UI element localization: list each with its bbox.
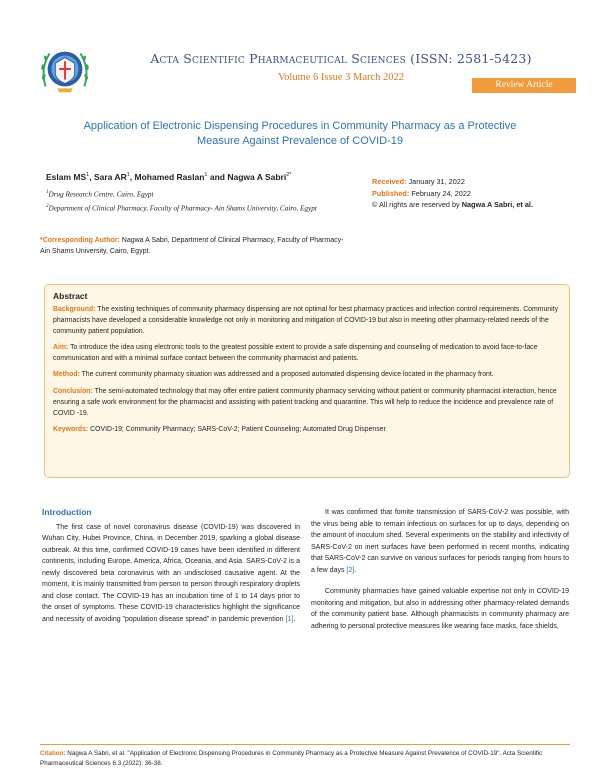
citation-label: Citation: (40, 750, 66, 757)
abstract-keywords (53, 424, 561, 435)
author-separator: and (207, 172, 228, 182)
copyright-text: © All rights are reserved by (372, 200, 462, 210)
reference-link[interactable]: [1] (285, 615, 294, 623)
published-label: Published: (372, 188, 410, 198)
keywords-text: COVID-19; Community Pharmacy; SARS-CoV-2; Patient Counseling; Automated Drug Dispenser (88, 425, 386, 433)
footer-divider (40, 744, 570, 745)
author-affiliation-mark: 1 (86, 172, 90, 179)
paragraph-text: It was confirmed that fomite transmission of SARS-CoV-2 was possible, with the virus being able to remain infectious on surfaces for up to days, depending on the amount of inoculum shed. Several experiments on the stability and infectivity of SARS-CoV-2 on inert surfaces have been performed in recent months, indicating that SARS-CoV-2 can survive on various surfaces for periods ranging from hours to a few days (311, 509, 569, 574)
article-type-badge: Review Article (472, 78, 576, 93)
aim-text: To introduce the idea using electronic tools to the greatest possible extent to provide a safe dispensing and counseling of medication to avoid face-to-face communication and with a minimal surface contact between the community pharmacist and patients. (53, 344, 538, 363)
publication-dates (372, 176, 568, 211)
affiliation-text: Department of Clinical Pharmacy, Faculty of Pharmacy- Ain Shams University, Cairo, Egypt (48, 204, 317, 213)
body-paragraph: It was confirmed that fomite transmission of SARS-CoV-2 was possible, with the virus being able to remain infectious on surfaces for up to days, depending on the amount of inoculum shed. Several experiments on the stability and infectivity of SARS-CoV-2 on inert surfaces have been performed in recent months, indicating that SARS-CoV-2 can survive on various surfaces for periods ranging from hours to a few days [2]. (311, 509, 569, 574)
article-title-line-2: Measure Against Prevalence of COVID-19 (196, 135, 404, 147)
author-list (46, 172, 291, 182)
received-value: January 31, 2022 (406, 177, 465, 186)
method-text: The current community pharmacy situation was addressed and a proposed automated dispensing device located in the pharmacy front. (79, 371, 494, 379)
author-affiliation-mark: 2* (286, 172, 292, 179)
introduction-heading: Introduction (42, 507, 92, 517)
abstract-background (53, 304, 561, 337)
affiliation-item (46, 187, 346, 201)
aim-label: Aim: (53, 344, 69, 352)
background-label: Background: (53, 306, 96, 313)
citation-footer (40, 749, 570, 769)
body-paragraph: The first case of novel coronavirus disease (COVID-19) was discovered in Wuhan City, Hubei Province, China, in December 2019, sparking a global disease outbreak. At this time, confirmed COVID-19 cases have been identified in different continents, including Europe, America, Africa, Oceania, and Asia. SARS-CoV-2 is a newly discovered beta coronavirus with an undisclosed causative agent. At the moment, it is mainly transmitted from person to person through respiratory droplets and close contact. The COVID-19 has an incubation time of 1 to 14 days prior to the onset of symptoms. These COVID-19 characteristics highlight the significance and necessity of avoiding "population disease spread" in pandemic prevention [1]. (42, 523, 300, 623)
paragraph-text: The first case of novel coronavirus disease (COVID-19) was discovered in Wuhan City, Hubei Province, China, in December 2019, sparking a global disease outbreak. At this time, confirmed COVID-19 cases have been identified in different continents, including Europe, America, Africa, Oceania, and Asia. SARS-CoV-2 is a newly discovered beta coronavirus with an undisclosed causative agent. At the moment, it is mainly transmitted from person to person through respiratory droplets and close contact. The COVID-19 has an incubation time of 1 to 14 days prior to the onset of symptoms. These COVID-19 characteristics highlight the significance and necessity of avoiding "population disease spread" in pandemic prevention (42, 523, 300, 623)
keywords-label: Keywords: (53, 425, 89, 433)
background-text: The existing techniques of community pharmacy dispensing are not optimal for best pharmacy practices and infection control requirements. Community pharmacists have developed a considerable knowledge not only in monitoring and mitigation of COVID-19 but also in meeting other pharmacy-related needs of the community patient population. (53, 306, 559, 336)
published-value: February 24, 2022 (409, 188, 471, 198)
body-paragraph: Community pharmacies have gained valuable expertise not only in COVID-19 monitoring and mitigation, but also in addressing other pharmacy-related demands of the community patient base. Although pharmacists in community pharmacy are adhering to personal protective measures like wearing face masks, face shields, (311, 588, 569, 630)
corresponding-author-text: Nagwa A Sabri, Department of Clinical Pharmacy, Faculty of Pharmacy- Ain Shams University, Cairo, Egypt. (40, 237, 344, 256)
body-column-right (311, 507, 569, 642)
author-name: Sara AR (93, 172, 127, 182)
author-name: Nagwa A Sabri (227, 172, 287, 182)
abstract-heading: Abstract (53, 291, 88, 301)
citation-text: Nagwa A Sabri, et al. "Application of Electronic Dispensing Procedures in Community Pharmacy as a Protective Measure Against Prevalence of COVID-19". Acta Scientific Pharmaceutical Sciences 6.3 (2022): 36-38. (40, 750, 543, 767)
method-label: Method: (53, 371, 80, 379)
article-title-line-1: Application of Electronic Dispensing Procedures in Community Pharmacy as a Protective (83, 120, 517, 132)
volume-issue: Volume 6 Issue 3 March 2022 (277, 72, 405, 83)
copyright-holder: Nagwa A Sabri, et al. (461, 200, 533, 210)
article-title (60, 119, 540, 149)
copyright-notice (372, 199, 568, 211)
conclusion-label: Conclusion: (53, 387, 93, 395)
body-column-left (42, 507, 300, 635)
abstract-aim (53, 342, 561, 364)
received-date (372, 176, 568, 188)
affiliations (46, 187, 346, 215)
author-separator: , (89, 172, 94, 182)
author-name: Eslam MS (46, 172, 87, 182)
author-name: Mohamed Raslan (134, 172, 205, 182)
affiliation-mark: 1 (46, 190, 49, 195)
journal-logo-icon (36, 40, 94, 98)
reference-link[interactable]: [2] (346, 566, 355, 574)
abstract-box (44, 284, 570, 478)
affiliation-mark: 2 (46, 203, 49, 209)
corresponding-author-label: *Corresponding Author: (40, 237, 120, 244)
received-label: Received: (372, 177, 407, 186)
conclusion-text: The semi-automated technology that may offer entire patient community pharmacy servicing without patient or community pharmacist interaction, hence ensuring a safe work environment for the pharmacist and assisting with patient tracking and quarantine. This will help to reduce the incidence and prevalence rate of COVID -19. (53, 387, 557, 417)
author-affiliation-mark: 1 (126, 172, 130, 179)
abstract-method (53, 369, 561, 380)
abstract-conclusion (53, 386, 561, 419)
author-affiliation-mark: 1 (204, 172, 208, 179)
journal-title: Acta Scientific Pharmaceutical Sciences (ISSN: 2581-5423) (150, 51, 532, 66)
published-date (372, 188, 568, 200)
author-separator: , (129, 172, 135, 182)
affiliation-item (46, 201, 346, 215)
affiliation-text: Drug Research Centre, Cairo, Egypt (48, 190, 154, 199)
corresponding-author (40, 235, 350, 257)
